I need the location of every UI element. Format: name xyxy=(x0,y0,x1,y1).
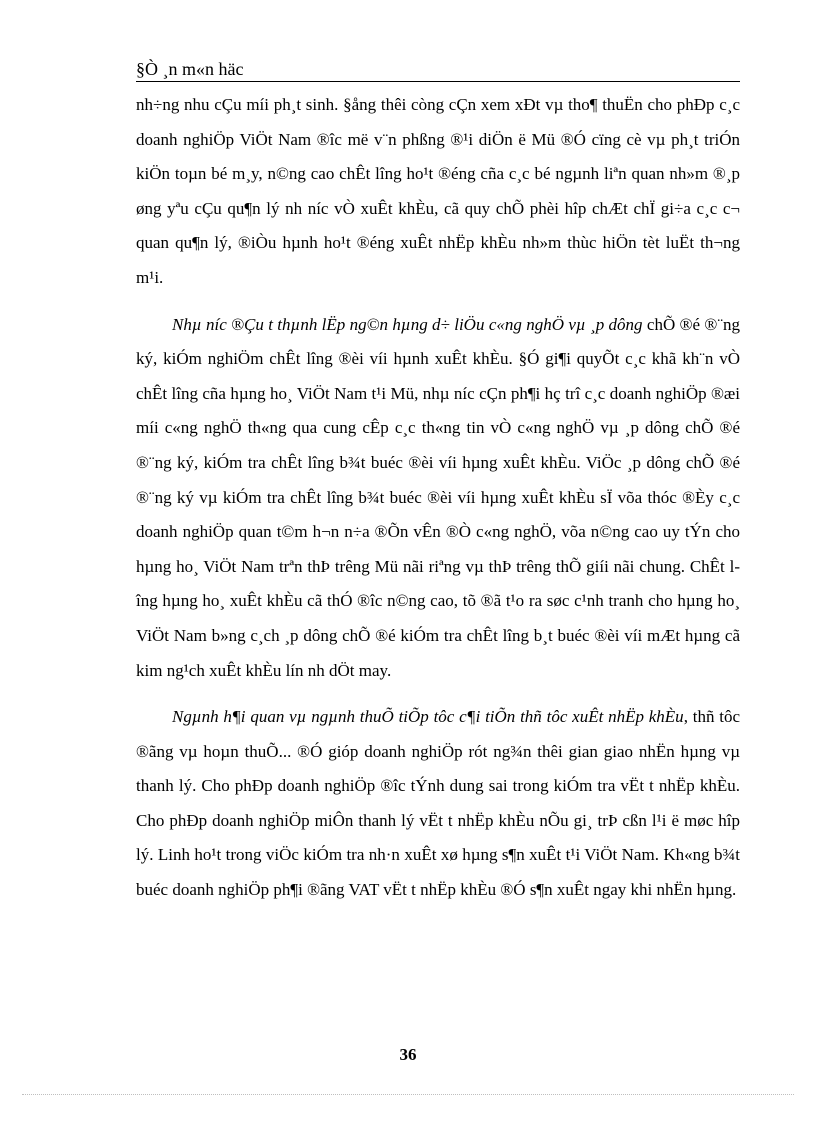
paragraph-1-text: nh÷ng nhu cÇu míi ph¸t sinh. §ång thêi còng cÇn xem xÐt vµ tho¶ thuËn cho phÐp c¸c doanh nghiÖp ViÖt Nam ®îc më v¨n phßng ®¹i diÖn ë Mü ®Ó cïng cè vµ ph¸t triÓn kiÖn toµn bé m¸y, n©ng cao chÊt lîng ho¹t ®éng cña c¸c bé ngµnh liªn quan nh»m ®¸p øng yªu cÇu qu¶n lý nh níc vÒ xuÊt khÈu, cã quy chÕ phèi hîp chÆt chÏ gi÷a c¸c c¬ quan qu¶n lý, ®iÒu hµnh ho¹t ®éng xuÊt nhËp khÈu nh»m thùc hiÖn tèt luËt th¬ng m¹i. xyxy=(136,95,740,287)
body-text xyxy=(136,88,740,908)
page-number: 36 xyxy=(399,1045,417,1064)
paragraph-3-italic-lead: Ngµnh h¶i quan vµ ngµnh thuÕ tiÕp tôc c¶i tiÕn thñ tôc xuÊt nhËp khÈu xyxy=(172,707,684,727)
paragraph-3-text: , thñ tôc ®ãng vµ hoµn thuÕ... ®Ó gióp doanh nghiÖp rót ng¾n thêi gian giao nhËn hµng vµ thanh lý. Cho phÐp doanh nghiÖp ®îc tÝnh dung sai trong kiÓm tra vËt t nhËp khÈu. Cho phÐp doanh nghiÖp miÔn thanh lý vËt t nhËp khÈu nÕu gi¸ trÞ cßn l¹i ë møc hîp lý. Linh ho¹t trong viÖc kiÓm tra nh·n xuÊt xø hµng s¶n xuÊt t¹i ViÖt Nam. Kh«ng b¾t buéc doanh nghiÖp ph¶i ®ãng VAT vËt t nhËp khÈu ®Ó s¶n xuÊt ngay khi nhËn hµng. xyxy=(136,707,740,900)
paragraph-1 xyxy=(136,88,740,296)
page-bottom-divider xyxy=(22,1094,794,1095)
paragraph-2-italic-lead: Nhµ níc ®Çu t thµnh lËp ng©n hµng d÷ liÖu c«ng nghÖ vµ ¸p dông xyxy=(172,314,643,334)
running-header: §Ò ¸n m«n häc xyxy=(136,58,740,82)
paragraph-2 xyxy=(136,308,740,689)
paragraph-3 xyxy=(136,700,740,908)
paragraph-2-text: chÕ ®é ®¨ng ký, kiÓm nghiÖm chÊt lîng ®èi víi hµnh xuÊt khÈu. §Ó gi¶i quyÕt c¸c khã kh¨n vÒ chÊt lîng cña hµng ho¸ ViÖt Nam t¹i Mü, nhµ níc cÇn ph¶i hç trî c¸c doanh nghiÖp ®æi míi c«ng nghÖ th«ng qua cung cÊp c¸c th«ng tin vÒ c«ng nghÖ vµ ¸p dông chÕ ®é ®¨ng ký, kiÓm tra chÊt lîng b¾t buéc ®èi víi hµng xuÊt khÈu. ViÖc ¸p dông chÕ ®é ®¨ng ký vµ kiÓm tra chÊt lîng b¾t buéc ®èi víi hµng xuÊt khÈu sÏ võa thóc ®Èy c¸c doanh nghiÖp quan t©m h¬n n÷a ®Õn vÊn ®Ò c«ng nghÖ, võa n©ng cao uy tÝn cho hµng ho¸ ViÖt Nam trªn thÞ trêng Mü nãi riªng vµ thÞ trêng thÕ giíi nãi chung. ChÊt lîng hµng ho¸ xuÊt khÈu cã thÓ ®îc n©ng cao, tõ ®ã t¹o ra søc c¹nh tranh cho hµng ho¸ ViÖt Nam b»ng c¸ch ¸p dông chÕ ®é kiÓm tra chÊt lîng b¸t buéc ®èi víi mÆt hµng cã kim ng¹ch xuÊt khÈu lín nh dÖt may. xyxy=(136,314,740,680)
